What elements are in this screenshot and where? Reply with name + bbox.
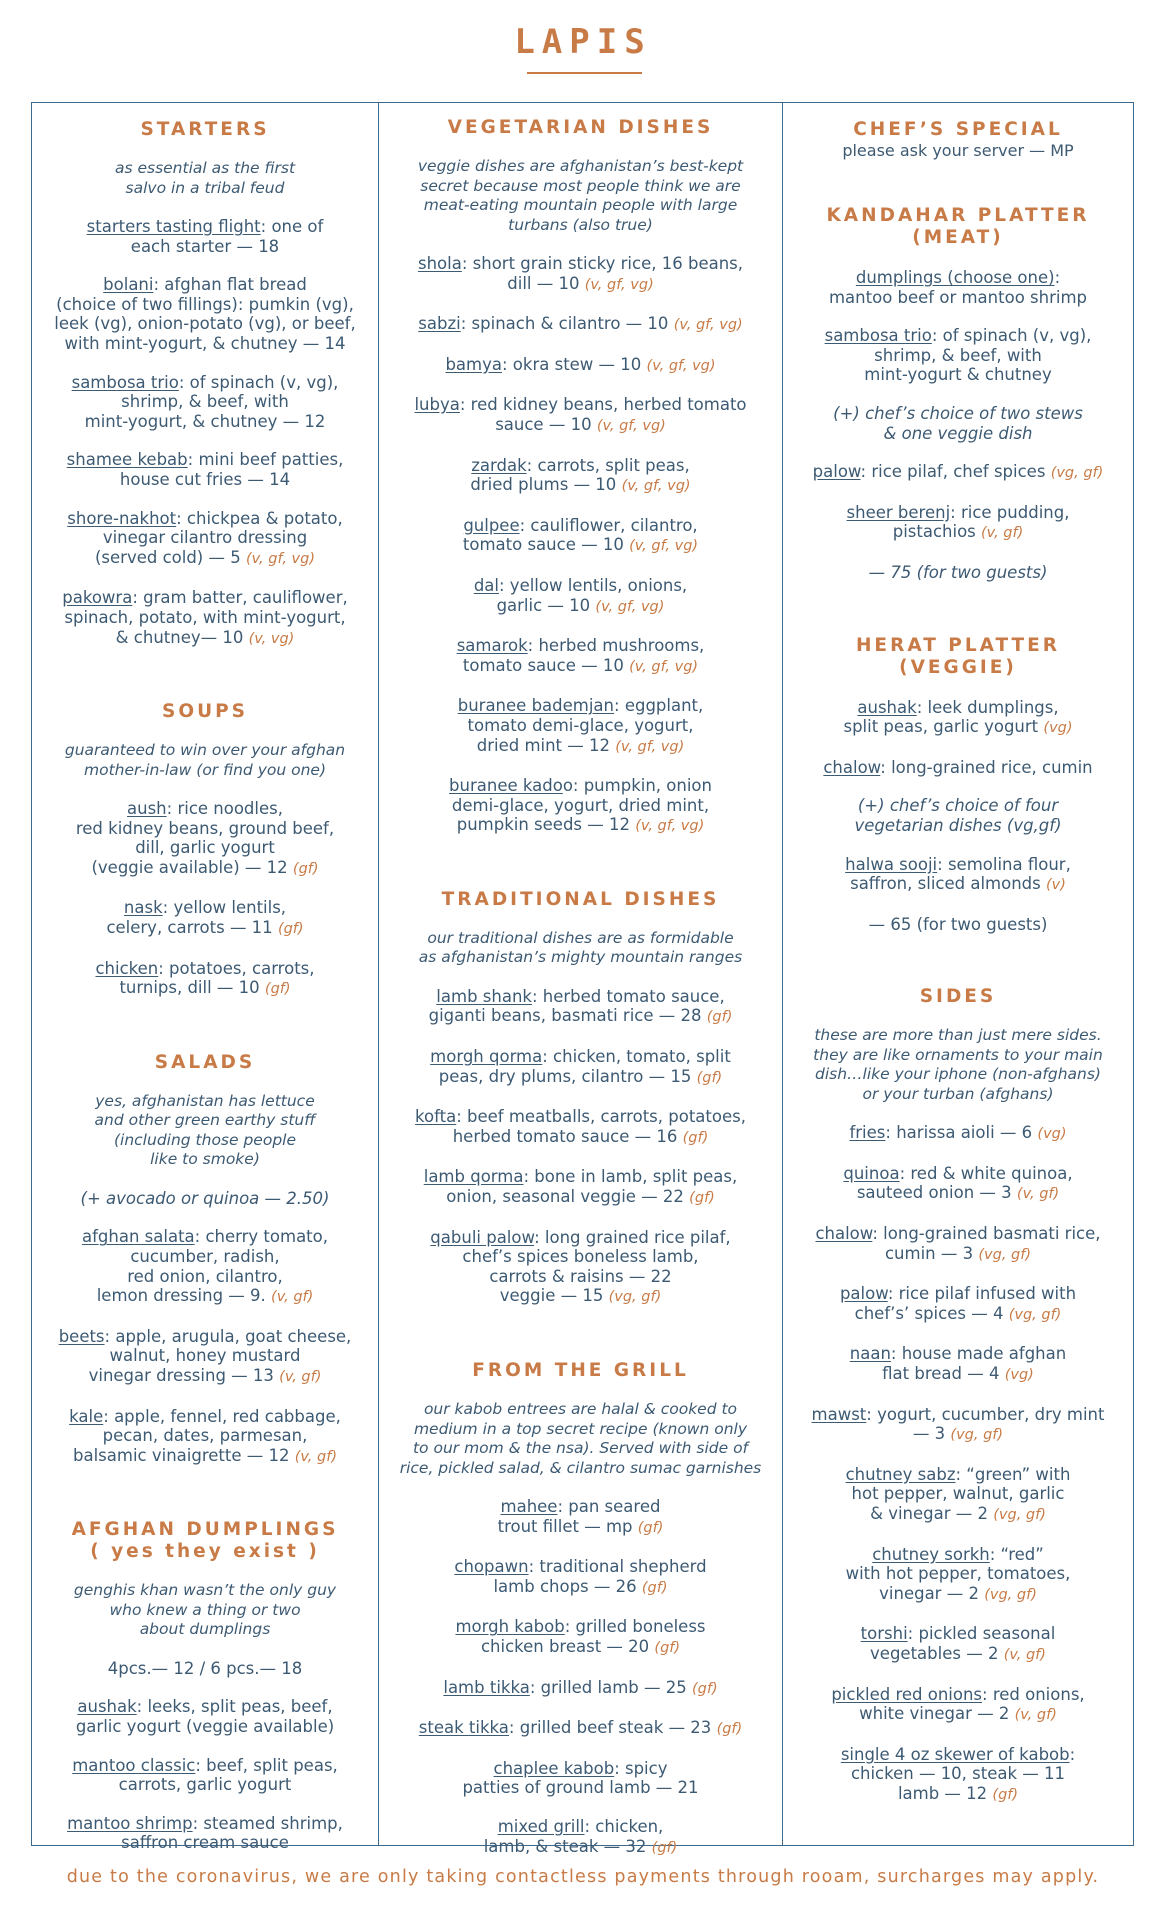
dietary-tag: (vg, gf) (978, 1246, 1032, 1263)
dietary-tag: (v, gf, vg) (584, 276, 654, 293)
menu-item-chutney-sabz (793, 1465, 1123, 1526)
dish-name: starters tasting flight (86, 217, 261, 236)
dietary-tag: (gf) (716, 1721, 743, 1738)
menu-item-dal (389, 576, 772, 617)
menu-item-shola (389, 254, 772, 295)
dish-description: : of spinach (v, vg), shrimp, & beef, with mint-yogurt, & chutney — 12 (84, 372, 339, 431)
menu-item-qabuli-palow (389, 1228, 772, 1308)
dish-description: : chicken — 10, steak — 11 lamb — 12 (850, 1744, 1076, 1803)
dish-name: chalow (823, 757, 881, 777)
dish-description: : rice pudding, pistachios (892, 502, 1070, 542)
dish-name: buranee kado (449, 776, 563, 796)
dish-description: : long-grained rice, cumin (880, 757, 1093, 777)
section-description: our kabob entrees are halal & cooked to medium in a top secret recipe (known only to our mom & the nsa). Served with side of rice, pickled salad, & cilantro sumac garnishes (399, 1400, 762, 1477)
dish-description: : leek dumplings, split peas, garlic yogurt (843, 697, 1059, 737)
dietary-tag: (v, gf) (279, 1369, 322, 1385)
dish-name: sabzi (418, 314, 461, 334)
dish-name: dal (473, 575, 499, 595)
dish-description: o: pumpkin, onion demi-glace, yogurt, dried mint, pumpkin seeds — 12 (451, 776, 712, 835)
menu-section (42, 1052, 368, 1468)
dish-name: aushak (857, 697, 917, 717)
dish-name: steak tikka (418, 1718, 509, 1738)
dish-description: : yellow lentils, onions, garlic — 10 (496, 575, 688, 615)
section-description: veggie dishes are afghanistan’s best-kept secret because most people think we are meat-eating mountain people with large turbans (also true) (417, 157, 744, 234)
dish-name: chopawn (454, 1557, 529, 1577)
dietary-tag: (vg, gf) (993, 1507, 1046, 1523)
dish-name: samarok (456, 636, 528, 656)
dietary-tag: (vg) (1043, 720, 1073, 737)
menu-item-afghan-salata (42, 1227, 368, 1307)
dish-description: : harissa aioli — 6 (885, 1123, 1033, 1143)
dish-description: : mini beef patties, house cut fries — 14 (119, 450, 344, 489)
menu-item-aushak (793, 698, 1123, 739)
dish-name: shamee kebab (66, 450, 188, 470)
menu-item-aushak (42, 1697, 368, 1736)
dietary-tag: (gf) (696, 1069, 723, 1086)
dietary-tag: (v, gf, vg) (246, 550, 315, 567)
dish-description: : okra stew — 10 (502, 354, 642, 374)
dish-description: — 65 (for two guests) (868, 914, 1048, 934)
dish-description: : short grain sticky rice, 16 beans, dill — 10 (461, 254, 744, 293)
dish-description: : gram batter, cauliflower, spinach, potato, with mint-yogurt, & chutney— 10 (64, 588, 348, 647)
dietary-tag: (v, vg) (248, 630, 295, 647)
section-title: HERAT PLATTER (VEGGIE) (855, 634, 1061, 678)
dish-description: : afghan flat bread (choice of two fillings): pumkin (vg), leek (vg), onion-potato (vg), or beef, with mint-yogurt, & chutney — 14 (54, 275, 356, 353)
dish-name: torshi (860, 1624, 908, 1644)
dietary-tag: (vg, gf) (984, 1586, 1037, 1603)
dish-name: palow (839, 1284, 888, 1304)
dish-name: chalow (815, 1224, 873, 1244)
menu-column-middle (378, 103, 783, 1856)
dish-name: chaplee kabob (493, 1758, 615, 1778)
dietary-tag: (v) (1045, 877, 1066, 894)
dietary-tag: (gf) (706, 1009, 733, 1026)
dish-description: : spicy patties of ground lamb — 21 (462, 1758, 699, 1798)
menu-item-bamya (389, 355, 772, 377)
menu-item-kofta (389, 1107, 772, 1148)
restaurant-title: LAPIS (514, 22, 652, 62)
menu-section (389, 1360, 772, 1858)
menu-item-sheer-berenj (793, 503, 1123, 544)
menu-item-nask (42, 898, 368, 939)
section-title: AFGHAN DUMPLINGS ( yes they exist ) (71, 1519, 339, 1563)
menu-item-buranee-kado (389, 776, 772, 837)
dish-name: shola (417, 254, 462, 273)
menu-item-shamee-kebab (42, 450, 368, 489)
payment-notice: due to the coronavirus, we are only taking contactless payments through rooam, surcharges may apply. (66, 1867, 1100, 1887)
menu-item-kale (42, 1407, 368, 1468)
dish-name: mahee (500, 1497, 558, 1516)
menu-item-mahee (389, 1497, 772, 1538)
section-title: CHEF’S SPECIAL (853, 119, 1063, 140)
dietary-tag: (v, gf) (271, 1289, 314, 1306)
menu-item-gulpee (389, 516, 772, 557)
menu-item-palow (793, 462, 1123, 484)
dish-name: fries (849, 1123, 886, 1143)
dietary-tag: (v, gf, vg) (629, 538, 699, 555)
dish-name: single 4 oz skewer of kabob (840, 1744, 1070, 1764)
menu-item-lubya (389, 395, 772, 436)
dietary-tag: (gf) (292, 860, 319, 877)
dish-description: : potatoes, carrots, turnips, dill — 10 (119, 958, 315, 998)
menu-item-note (793, 404, 1123, 443)
dietary-tag: (v, gf) (294, 1448, 337, 1465)
dish-name: dumplings (choose one) (855, 268, 1055, 287)
dish-description: : bone in lamb, split peas, onion, seasonal veggie — 22 (446, 1167, 738, 1207)
menu-section (793, 635, 1123, 935)
menu-item-torshi (793, 1624, 1123, 1665)
dish-name: qabuli palow (430, 1227, 535, 1247)
dish-description: : cherry tomato, cucumber, radish, red onion, cilantro, lemon dressing — 9. (96, 1227, 328, 1306)
menu-item-morgh-kabob (389, 1617, 772, 1658)
menu-item-sambosa-trio (793, 326, 1123, 385)
dish-name: mantoo classic (72, 1755, 196, 1775)
menu-section (793, 986, 1123, 1805)
menu-item-note (793, 796, 1123, 835)
menu-item-note (793, 915, 1123, 935)
menu-item-buranee-bademjan (389, 696, 772, 757)
dish-name: lamb qorma (423, 1167, 524, 1187)
dish-description: : traditional shepherd lamb chops — 26 (493, 1557, 707, 1596)
menu-section (793, 205, 1123, 583)
dietary-tag: (v, gf, vg) (596, 417, 666, 434)
section-title: FROM THE GRILL (472, 1360, 689, 1381)
dish-name: halwa sooji (845, 854, 938, 874)
menu-item-fries (793, 1123, 1123, 1145)
menu-item-dumplings-choose-one (793, 268, 1123, 307)
dish-description: : pickled seasonal vegetables — 2 (870, 1624, 1056, 1663)
menu-item-chalow (793, 1224, 1123, 1265)
section-description: guaranteed to win over your afghan mother-in-law (or find you one) (64, 741, 346, 779)
section-description: genghis khan wasn’t the only guy who knew a thing or two about dumplings (73, 1581, 337, 1639)
dish-name: shore-nakhot (67, 508, 177, 528)
dietary-tag: (gf) (637, 1519, 664, 1536)
menu-item-palow (793, 1284, 1123, 1325)
dish-description: — 75 (for two guests) (868, 562, 1048, 582)
dish-name: sambosa trio (824, 326, 932, 346)
menu-item-lamb-shank (389, 987, 772, 1028)
dish-description: : grilled beef steak — 23 (508, 1718, 712, 1738)
dietary-tag: (gf) (654, 1639, 681, 1656)
dish-description: : red kidney beans, herbed tomato sauce — 10 (459, 395, 747, 434)
menu-section (42, 119, 368, 649)
menu-item-chicken (42, 959, 368, 1000)
dietary-tag: (v, gf) (981, 525, 1024, 542)
dish-name: morgh qorma (430, 1047, 543, 1067)
menu-item-steak-tikka (389, 1718, 772, 1740)
dietary-tag: (vg) (1004, 1367, 1034, 1384)
menu-column-right (783, 103, 1133, 1845)
menu-item-mixed-grill (389, 1817, 772, 1858)
dietary-tag: (v, gf, vg) (673, 317, 743, 334)
title-underline (527, 72, 642, 74)
section-title: SOUPS (162, 701, 248, 723)
section-description: yes, afghanistan has lettuce and other green earthy stuff (including those people like to smoke) (94, 1091, 316, 1169)
dietary-tag: (v, gf, vg) (621, 478, 691, 495)
dish-name: lamb tikka (443, 1677, 530, 1697)
menu-item-mantoo-shrimp (42, 1814, 368, 1853)
dietary-tag: (v, gf, vg) (595, 598, 665, 615)
dish-description: : “green” with hot pepper, walnut, garlic & vinegar — 2 (851, 1464, 1071, 1523)
dish-description: : eggplant, tomato demi-glace, yogurt, dried mint — 12 (467, 696, 704, 755)
dish-name: gulpee (463, 515, 520, 535)
dish-description: : beef, split peas, carrots, garlic yogurt (118, 1755, 338, 1795)
dietary-tag: (gf) (682, 1129, 709, 1146)
dish-name: mantoo shrimp (67, 1813, 193, 1833)
dietary-tag: (v, gf, vg) (635, 818, 705, 835)
dish-name: chicken (95, 958, 159, 978)
dish-description: : chicken, lamb, & steak — 32 (483, 1816, 664, 1856)
dietary-tag: (v, gf, vg) (629, 658, 699, 675)
dish-description: : semolina flour, saffron, sliced almonds (850, 854, 1071, 894)
menu-item-note (793, 563, 1123, 583)
menu-item-pickled-red-onions (793, 1685, 1123, 1726)
dish-description: : herbed mushrooms, tomato sauce — 10 (462, 636, 705, 675)
menu-item-chutney-sorkh (793, 1545, 1123, 1606)
dish-description: : pan seared trout fillet — mp (497, 1497, 661, 1536)
dish-name: pickled red onions (831, 1684, 983, 1704)
dish-description: : of spinach (v, vg), shrimp, & beef, with mint-yogurt & chutney (864, 326, 1092, 385)
section-description: our traditional dishes are as formidable as afghanistan’s mighty mountain ranges (418, 928, 743, 967)
menu-item-beets (42, 1327, 368, 1388)
dish-name: lamb shank (436, 986, 532, 1006)
dietary-tag: (v, gf) (1003, 1646, 1046, 1663)
dish-description: : carrots, split peas, dried plums — 10 (470, 455, 690, 495)
dish-description: : chicken, tomato, split peas, dry plums, cilantro — 15 (438, 1047, 731, 1086)
dish-name: buranee bademjan (457, 696, 615, 716)
section-title: SIDES (919, 986, 997, 1008)
dietary-tag: (gf) (689, 1190, 715, 1207)
dietary-tag: (gf) (641, 1579, 668, 1596)
dish-name: bamya (445, 354, 502, 374)
dish-description: : spinach & cilantro — 10 (460, 314, 669, 334)
menu-item-lamb-qorma (389, 1167, 772, 1208)
dish-name: nask (123, 898, 163, 918)
menu-item-samarok (389, 636, 772, 677)
menu-item-aush (42, 799, 368, 879)
menu-item-shore-nakhot (42, 509, 368, 570)
section-title: KANDAHAR PLATTER (MEAT) (826, 205, 1090, 248)
dietary-tag: (vg, gf) (1050, 465, 1104, 482)
menu-item-sabzi (389, 314, 772, 336)
dish-name: naan (849, 1344, 891, 1364)
menu-section (389, 117, 772, 837)
dietary-tag: (vg, gf) (950, 1427, 1004, 1444)
dish-description: : cauliflower, cilantro, tomato sauce — 10 (462, 515, 698, 555)
menu-item-halwa-sooji (793, 855, 1123, 896)
dish-name: sheer berenj (846, 502, 951, 522)
menu-item-zardak (389, 456, 772, 497)
dish-name: bolani (103, 275, 154, 295)
dish-name: zardak (471, 455, 527, 475)
dish-description: : leeks, split peas, beef, garlic yogurt (veggie available) (75, 1697, 335, 1737)
dietary-tag: (vg, gf) (1008, 1306, 1062, 1323)
dish-name: beets (58, 1326, 105, 1346)
menu-item-chopawn (389, 1557, 772, 1598)
menu-item-single-4-oz-skewer-of-kabob (793, 1745, 1123, 1806)
section-description: as essential as the first salvo in a tribal feud (114, 159, 296, 197)
menu-item-mantoo-classic (42, 1756, 368, 1795)
section-title: SALADS (154, 1051, 256, 1073)
dish-description: : mantoo beef or mantoo shrimp (828, 268, 1087, 307)
dish-description: : steamed shrimp, saffron cream sauce (121, 1813, 343, 1853)
dietary-tag: (vg) (1037, 1126, 1067, 1143)
menu-section (389, 889, 772, 1308)
dish-name: mixed grill (497, 1816, 585, 1836)
dish-description: : “red” with hot pepper, tomatoes, vinegar — 2 (845, 1544, 1071, 1603)
dish-name: aush (127, 799, 167, 819)
menu-item-chalow (793, 758, 1123, 778)
section-title: TRADITIONAL DISHES (441, 888, 720, 910)
menu-item-sambosa-trio (42, 373, 368, 432)
dish-description: : house made afghan flat bread — 4 (882, 1344, 1067, 1384)
dietary-tag: (gf) (692, 1680, 718, 1697)
dietary-tag: (gf) (992, 1786, 1019, 1803)
menu-section (793, 119, 1123, 161)
section-description: these are more than just mere sides. they are like ornaments to your main dish…like your iphone (non-afghans) or your turban (afghans) (813, 1026, 1103, 1103)
menu-item-lamb-tikka (389, 1678, 772, 1700)
dish-description: : yellow lentils, celery, carrots — 11 (106, 898, 287, 938)
dish-name: chutney sorkh (872, 1544, 990, 1564)
dish-description: : red onions, white vinegar — 2 (859, 1684, 1085, 1724)
dietary-tag: (v, gf) (1014, 1707, 1057, 1724)
dish-description: (+) chef’s choice of two stews & one veggie dish (833, 403, 1083, 443)
dietary-tag: (v, gf, vg) (615, 738, 685, 755)
menu-item-bolani (42, 275, 368, 353)
section-note: 4pcs.— 12 / 6 pcs.— 18 (107, 1658, 303, 1678)
section-subtitle: please ask your server — MP (842, 141, 1074, 160)
menu-column-left (32, 103, 378, 1853)
menu-item-starters-tasting-flight (42, 217, 368, 256)
dietary-tag: (v, gf, vg) (646, 357, 716, 374)
menu-section (42, 1519, 368, 1853)
menu-item-naan (793, 1344, 1123, 1385)
dish-name: lubya (414, 395, 460, 415)
dish-description: : beef meatballs, carrots, potatoes, herbed tomato sauce — 16 (452, 1107, 746, 1146)
dish-name: aushak (77, 1697, 137, 1717)
dish-name: kofta (415, 1107, 457, 1127)
dish-description: : red & white quinoa, sauteed onion — 3 (856, 1163, 1073, 1203)
dish-name: morgh kabob (455, 1617, 565, 1637)
dietary-tag: (vg, gf) (608, 1289, 662, 1306)
dish-description: : long grained rice pilaf, chef’s spices boneless lamb, carrots & raisins — 22 veggie — 15 (462, 1227, 731, 1306)
dish-description: : rice pilaf, chef spices (860, 462, 1046, 482)
dish-name: sambosa trio (71, 372, 179, 392)
dish-description: : grilled boneless chicken breast — 20 (480, 1617, 706, 1656)
section-title: STARTERS (140, 119, 270, 140)
dish-description: : chickpea & potato, vinegar cilantro dressing (served cold) — 5 (94, 508, 343, 567)
dish-name: palow (812, 462, 861, 482)
dish-description: (+) chef’s choice of four vegetarian dishes (vg,gf) (854, 796, 1062, 835)
dish-name: kale (69, 1406, 104, 1426)
dietary-tag: (gf) (277, 921, 304, 938)
dish-description: : yogurt, cucumber, dry mint — 3 (866, 1404, 1105, 1444)
menu-item-pakowra (42, 588, 368, 649)
dish-description: : herbed tomato sauce, giganti beans, basmati rice — 28 (428, 986, 725, 1026)
menu-item-quinoa (793, 1164, 1123, 1205)
dietary-tag: (v, gf) (1016, 1186, 1060, 1203)
dish-name: chutney sabz (845, 1464, 956, 1484)
menu-item-mawst (793, 1405, 1123, 1446)
section-title: VEGETARIAN DISHES (447, 117, 714, 138)
dish-name: pakowra (62, 588, 133, 608)
menu-frame (31, 102, 1134, 1856)
dish-description: : one of each starter — 18 (130, 217, 324, 256)
dietary-tag: (gf) (264, 981, 291, 998)
menu-item-morgh-qorma (389, 1047, 772, 1088)
dish-description: : apple, arugula, goat cheese, walnut, honey mustard vinegar dressing — 13 (88, 1326, 352, 1385)
dish-description: : rice noodles, red kidney beans, ground beef, dill, garlic yogurt (veggie available) — 12 (75, 799, 335, 877)
menu-item-chaplee-kabob (389, 1759, 772, 1798)
menu-section (42, 701, 368, 1000)
dish-name: mawst (811, 1404, 867, 1424)
dish-name: afghan salata (82, 1227, 195, 1247)
dish-description: : rice pilaf infused with chef’s’ spices — 4 (854, 1284, 1077, 1323)
dish-description: : long-grained basmati rice, cumin — 3 (872, 1224, 1101, 1263)
dish-description: : apple, fennel, red cabbage, pecan, dates, parmesan, balsamic vinaigrette — 12 (73, 1406, 341, 1465)
section-note: (+ avocado or quinoa — 2.50) (80, 1188, 330, 1208)
dish-description: : grilled lamb — 25 (529, 1677, 687, 1697)
dietary-tag: (gf) (651, 1839, 678, 1856)
dish-name: quinoa (843, 1163, 900, 1183)
